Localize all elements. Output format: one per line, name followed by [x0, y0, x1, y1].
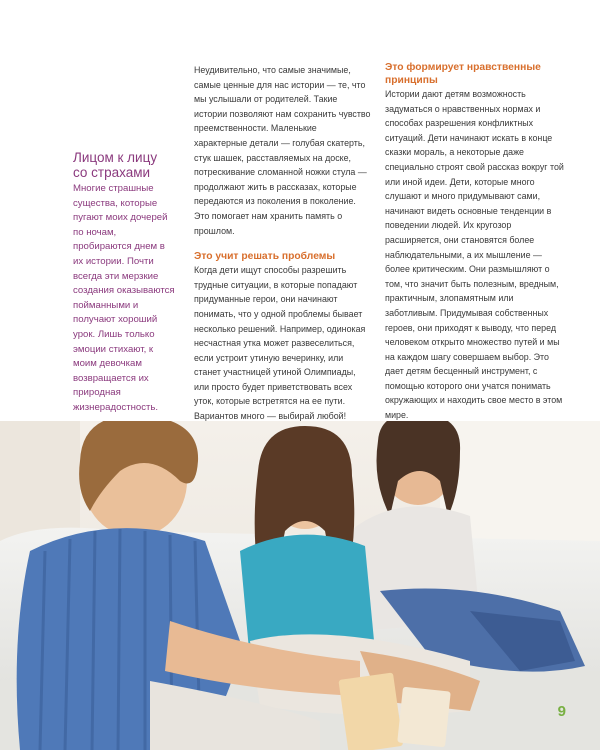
children-photo — [0, 421, 600, 750]
intro-paragraph: Неудивительно, что самые значимые, самые ценные для нас истории — те, что мы услышали от родителей. Такие истории позволяют нам сохранить чувство преемственности. Маленькие характерные детали — голубая скатерть, стук шашек, расставляемых на доске, потрескивание сломанной ножки стула — продолжают жить в рассказах, которые передаются из поколения в поколение. Это помогает нам хранить память о прошлом. — [194, 65, 371, 236]
page-number: 9 — [557, 703, 566, 720]
sidebar-heading: Лицом к лицу со страхами — [73, 150, 158, 180]
section-text-problems: Когда дети ищут способы разрешить трудные ситуации, в которые попадают придуманные герои, они начинают понимать, что у одной проблемы бывает несколько решений. Например, одинокая несчастная утка может развеселиться, если устроит утиную вечеринку, или станет участницей утиной Олимпиады, или просто будет приветствовать всех уток, которые встретятся на ее пути. Вариантов много — выбирай любой! — [194, 265, 366, 422]
sidebar-quote — [73, 150, 175, 416]
section-heading-morals: Это формирует нравственные принципы — [385, 62, 541, 86]
sidebar-text: Многие страшные существа, которые пугают моих дочерей по ночам, пробираются днем в их истории. Почти всегда эти мерзкие создания оказываются пойманными и получают хороший урок. Лишь только эмоции стихают, к моим девочкам возвращается их природная жизнерадостность. — [73, 183, 175, 413]
section-text-morals: Истории дают детям возможность задуматься о нравственных нормах и способах разрешения конфликтных ситуаций. Дети начинают искать в конце сказки мораль, а некоторые даже специально строят свой рассказ вокруг той или иной идеи. Дети, которые много слушают и много придумывают сами, начинают видеть основные тенденции в поведении людей. Их кругозор расширяется, они становятся более наблюдательными, а их мышление — более критическим. Они размышляют о том, что значит быть полезным, вредным, практичным, злопамятным или заботливым. Придумывая собственных героев, они приходят к выводу, что перед человеком открыто множество путей и мы на каждом шагу совершаем выбор. Это дает детям бесценный инструмент, с помощью которого они учатся понимать окружающих и находить свое место в этом мире. — [385, 89, 564, 421]
column-right — [385, 61, 565, 423]
column-middle — [194, 63, 372, 424]
section-heading-problems: Это учит решать проблемы — [194, 251, 336, 263]
